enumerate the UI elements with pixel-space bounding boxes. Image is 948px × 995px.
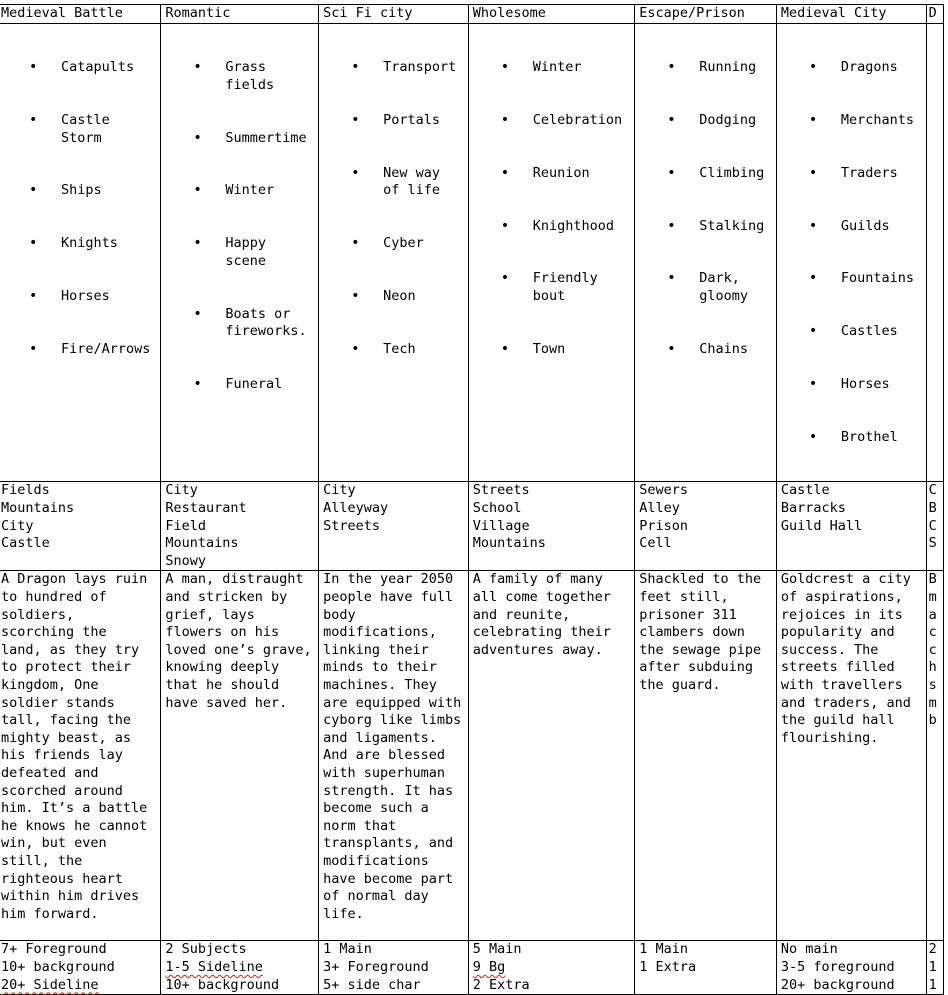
count-cell <box>635 941 777 995</box>
setting-item: B <box>928 500 937 517</box>
list-item: • Traders <box>841 165 920 183</box>
settings-row <box>0 482 944 571</box>
count-item: 10+ background <box>165 976 280 993</box>
list-item: • Dodging <box>699 112 770 130</box>
count-item: 10+ background <box>1 959 115 975</box>
list-item: • Celebration <box>533 112 628 130</box>
list-item: • Climbing <box>699 165 770 183</box>
setting-item: C <box>928 517 937 534</box>
list-item: • Brothel <box>841 429 920 447</box>
count-item: No main <box>780 941 838 958</box>
list-item: • Horses <box>61 288 154 306</box>
setting-item: S <box>928 535 937 552</box>
elements-cell <box>776 24 926 482</box>
list-item: • Chains <box>699 341 770 359</box>
list-item: • Dark, gloomy <box>699 270 770 305</box>
list-item: • Stalking <box>699 218 770 236</box>
count-item: 20+ Sideline <box>1 976 99 993</box>
list-item: • Fountains <box>841 270 920 288</box>
element-list <box>781 24 920 481</box>
count-cell <box>0 941 161 995</box>
elements-cell <box>635 24 777 482</box>
setting-item: Barracks <box>780 500 846 517</box>
story-cell: A Dragon lays ruin to hundred of soldiers, scorching the land, as they try to protect their kingdom, One soldier stands tall, facing the mighty beast, as his friends lay defeated and scorched around him. It’s a battle he knows he cannot win, but even still, the righteous heart within him drives him forward. <box>0 571 161 941</box>
count-item: 20+ background <box>780 976 895 993</box>
list-item: • Tech <box>383 341 462 359</box>
count-item: 3-5 foreground <box>780 959 895 975</box>
list-item: • Merchants <box>841 112 920 130</box>
elements-cell <box>0 24 161 482</box>
setting-item: Alley <box>639 500 680 517</box>
list-item: • Knights <box>61 235 154 253</box>
character-count-row <box>0 941 944 995</box>
setting-item: Mountains <box>472 535 546 552</box>
genre-header-cell: Sci Fi city <box>319 5 469 24</box>
list-item: • New way of life <box>383 165 462 200</box>
settings-cell <box>926 482 943 571</box>
list-item: • Running <box>699 59 770 77</box>
count-item: 7+ Foreground <box>1 941 107 958</box>
settings-cell <box>635 482 777 571</box>
list-item: • Friendly bout <box>533 270 628 305</box>
setting-item: Restaurant <box>165 500 247 517</box>
story-cell: A man, distraught and stricken by grief, lays flowers on his loved one’s grave, knowing deeply that he should have saved her. <box>161 571 319 941</box>
list-item: • Boats or fireworks. <box>225 306 312 341</box>
list-item: • Knighthood <box>533 218 628 236</box>
list-item: • Ships <box>61 182 154 200</box>
genre-header-cell: D <box>926 5 943 24</box>
setting-item: C <box>928 482 937 499</box>
elements-cell <box>319 24 469 482</box>
list-item: • Dragons <box>841 59 920 77</box>
genre-header-row <box>0 5 944 24</box>
list-item: • Guilds <box>841 218 920 236</box>
setting-item: Streets <box>472 482 530 499</box>
genre-header-cell: Medieval City <box>776 5 926 24</box>
list-item: • Castles <box>841 323 920 341</box>
count-item: 2 Extra <box>472 976 530 993</box>
count-cell <box>161 941 319 995</box>
list-item: • Transport <box>383 59 462 77</box>
count-cell <box>468 941 634 995</box>
count-item: 1-5 Sideline <box>165 959 263 975</box>
setting-item: City <box>1 517 34 534</box>
list-item: • Cyber <box>383 235 462 253</box>
list-item: • Winter <box>225 182 312 200</box>
elements-cell <box>926 24 943 482</box>
list-item: • Portals <box>383 112 462 130</box>
elements-cell <box>468 24 634 482</box>
genre-header-cell: Romantic <box>161 5 319 24</box>
count-item: 1 Main <box>323 941 372 958</box>
setting-item: City <box>165 482 198 499</box>
element-list <box>165 24 312 429</box>
settings-cell <box>319 482 469 571</box>
count-item: 2 Subjects <box>165 941 247 958</box>
list-item: • Neon <box>383 288 462 306</box>
list-item: • Reunion <box>533 165 628 183</box>
setting-item: Prison <box>639 517 688 534</box>
setting-item: Sewers <box>639 482 688 499</box>
list-item: • Town <box>533 341 628 359</box>
element-list <box>1 24 154 393</box>
list-item: • Horses <box>841 376 920 394</box>
setting-item: Streets <box>323 517 380 534</box>
setting-item: Castle <box>780 482 830 499</box>
count-cell <box>926 941 943 995</box>
setting-item: Field <box>165 517 206 534</box>
count-cell <box>776 941 926 995</box>
story-row <box>0 571 944 941</box>
element-list <box>473 24 628 393</box>
story-cell: A family of many all come together and reunite, celebrating their adventures away. <box>468 571 634 941</box>
count-item: 5 Main <box>472 941 522 958</box>
elements-row <box>0 24 944 482</box>
setting-item: School <box>472 500 522 517</box>
list-item: • Grass fields <box>225 59 312 94</box>
story-cell: Shackled to the feet still, prisoner 311 clambers down the sewage pipe after subduing the guard. <box>635 571 777 941</box>
list-item: • Fire/Arrows <box>61 341 154 359</box>
count-item: 1 Extra <box>639 959 697 975</box>
setting-item: Snowy <box>165 552 206 569</box>
list-item: • Castle Storm <box>61 112 154 147</box>
list-item: • Catapults <box>61 59 154 77</box>
settings-cell <box>161 482 319 571</box>
count-item: 1 <box>928 976 937 993</box>
genre-header-cell: Escape/Prison <box>635 5 777 24</box>
setting-item: Mountains <box>1 500 75 517</box>
setting-item: Mountains <box>165 535 239 552</box>
element-list <box>323 24 462 393</box>
list-item: • Winter <box>533 59 628 77</box>
settings-cell <box>0 482 161 571</box>
story-cell: In the year 2050 people have full body modifications, linking their minds to their machines. They are equipped with cyborg like limbs and ligaments. And are blessed with superhuman strength. It has become such a norm that transplants, and modifications have become part of normal day life. <box>319 571 469 941</box>
setting-item: Fields <box>1 482 50 499</box>
count-item: 1 <box>928 959 937 975</box>
list-item: • Summertime <box>225 130 312 148</box>
story-cell: Goldcrest a city of aspirations, rejoices in its popularity and success. The streets filled with travellers and traders, and the guild hall flourishing. <box>776 571 926 941</box>
count-item: 9 Bg <box>472 959 506 975</box>
story-cell: B m a c c h s m b <box>926 571 943 941</box>
genre-header-cell: Wholesome <box>468 5 634 24</box>
setting-item: City <box>323 482 356 499</box>
setting-item: Castle <box>1 535 50 552</box>
list-item: • Funeral <box>225 376 312 394</box>
setting-item: Alleyway <box>323 500 389 517</box>
count-item: 2 <box>928 941 937 958</box>
list-item: • Happy scene <box>225 235 312 270</box>
settings-cell <box>776 482 926 571</box>
count-item: 3+ Foreground <box>323 959 429 975</box>
genre-header-cell: Medieval Battle <box>0 5 161 24</box>
setting-item: Cell <box>639 535 672 552</box>
count-item: 5+ side char <box>323 976 421 993</box>
settings-cell <box>468 482 634 571</box>
genre-planning-table <box>0 4 944 995</box>
setting-item: Village <box>472 517 530 534</box>
elements-cell <box>161 24 319 482</box>
element-list <box>639 24 770 393</box>
count-cell <box>319 941 469 995</box>
count-item: 1 Main <box>639 941 688 958</box>
setting-item: Guild Hall <box>780 517 863 534</box>
